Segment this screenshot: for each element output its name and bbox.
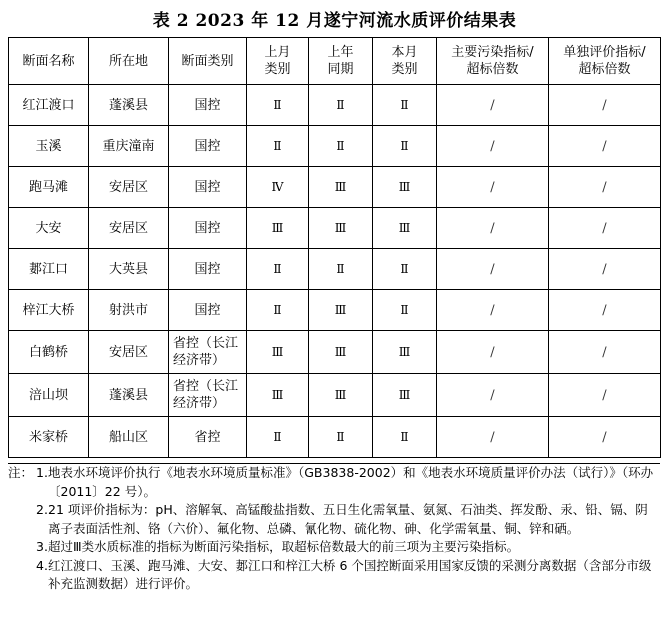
section-type-cell: 省控（长江 经济带）: [169, 331, 247, 374]
section-name-cell: 大安: [9, 208, 89, 249]
table-row: [9, 417, 661, 458]
note-text: 地表水环境评价执行《地表水环境质量标准》（GB3838-2002）和《地表水环境质量评价办法（试行）》（环办〔2011〕22 号）。: [48, 465, 654, 499]
last-year-class-cell: Ⅱ: [309, 417, 373, 458]
last-month-class-cell: Ⅱ: [247, 290, 309, 331]
note-number: 2.: [36, 502, 48, 517]
last-year-class-cell: Ⅲ: [309, 167, 373, 208]
location-cell: 安居区: [89, 331, 169, 374]
table-row: [9, 249, 661, 290]
water-quality-table: [8, 37, 661, 458]
main-pollutant-cell: /: [437, 331, 549, 374]
section-name-cell: 玉溪: [9, 126, 89, 167]
last-year-class-cell: Ⅱ: [309, 126, 373, 167]
section-type-cell: 国控: [169, 126, 247, 167]
note-text: 21 项评价指标为：pH、溶解氧、高锰酸盐指数、五日生化需氧量、氨氮、石油类、挥发酚、汞、铅、镉、阴离子表面活性剂、铬（六价）、氟化物、总磷、氰化物、硫化物、砷、化学需氧量、铜、锌和硒。: [48, 502, 648, 536]
location-cell: 射洪市: [89, 290, 169, 331]
single-index-cell: /: [549, 126, 661, 167]
last-month-class-cell: Ⅱ: [247, 417, 309, 458]
single-index-cell: /: [549, 374, 661, 417]
main-pollutant-cell: /: [437, 417, 549, 458]
this-month-class-cell: Ⅲ: [373, 374, 437, 417]
last-month-class-cell: Ⅲ: [247, 374, 309, 417]
note-number: 3.: [36, 539, 48, 554]
location-cell: 船山区: [89, 417, 169, 458]
single-index-cell: /: [549, 290, 661, 331]
this-month-class-cell: Ⅲ: [373, 167, 437, 208]
note-item: [8, 538, 660, 557]
section-type-cell: 国控: [169, 290, 247, 331]
this-month-class-cell: Ⅱ: [373, 249, 437, 290]
notes-section: [8, 463, 660, 594]
main-pollutant-cell: /: [437, 249, 549, 290]
section-name-cell: 郪江口: [9, 249, 89, 290]
notes-label: 注：: [8, 465, 34, 480]
this-month-class-cell: Ⅱ: [373, 85, 437, 126]
location-cell: 重庆潼南: [89, 126, 169, 167]
note-item: [8, 464, 660, 501]
section-type-cell: 省控（长江 经济带）: [169, 374, 247, 417]
section-type-cell: 国控: [169, 167, 247, 208]
header-cell: 上年 同期: [309, 38, 373, 85]
location-cell: 蓬溪县: [89, 374, 169, 417]
this-month-class-cell: Ⅱ: [373, 290, 437, 331]
section-name-cell: 梓江大桥: [9, 290, 89, 331]
last-month-class-cell: Ⅲ: [247, 331, 309, 374]
header-cell: 单独评价指标/ 超标倍数: [549, 38, 661, 85]
header-cell: 上月 类别: [247, 38, 309, 85]
note-text: 红江渡口、玉溪、跑马滩、大安、郪江口和梓江大桥 6 个国控断面采用国家反馈的采测分离数据（含部分市级补充监测数据）进行评价。: [48, 557, 652, 591]
header-row: [9, 38, 661, 85]
this-month-class-cell: Ⅱ: [373, 417, 437, 458]
table-row: [9, 126, 661, 167]
single-index-cell: /: [549, 249, 661, 290]
last-year-class-cell: Ⅲ: [309, 290, 373, 331]
location-cell: 安居区: [89, 208, 169, 249]
table-row: [9, 167, 661, 208]
section-type-cell: 国控: [169, 249, 247, 290]
note-number: 1.: [36, 465, 48, 480]
main-pollutant-cell: /: [437, 208, 549, 249]
table-row: [9, 290, 661, 331]
last-month-class-cell: Ⅱ: [247, 85, 309, 126]
header-cell: 断面名称: [9, 38, 89, 85]
location-cell: 大英县: [89, 249, 169, 290]
section-name-cell: 米家桥: [9, 417, 89, 458]
section-name-cell: 白鹤桥: [9, 331, 89, 374]
last-year-class-cell: Ⅲ: [309, 374, 373, 417]
table-row: [9, 374, 661, 417]
section-name-cell: 涪山坝: [9, 374, 89, 417]
table-row: [9, 208, 661, 249]
last-year-class-cell: Ⅲ: [309, 208, 373, 249]
main-pollutant-cell: /: [437, 85, 549, 126]
header-cell: 本月 类别: [373, 38, 437, 85]
note-item: [8, 557, 660, 594]
table-title: 表 2 2023 年 12 月遂宁河流水质评价结果表: [152, 11, 517, 31]
this-month-class-cell: Ⅲ: [373, 208, 437, 249]
table-row: [9, 85, 661, 126]
single-index-cell: /: [549, 331, 661, 374]
location-cell: 安居区: [89, 167, 169, 208]
section-type-cell: 国控: [169, 85, 247, 126]
this-month-class-cell: Ⅲ: [373, 331, 437, 374]
section-type-cell: 国控: [169, 208, 247, 249]
note-text: 超过Ⅲ类水质标准的指标为断面污染指标，取超标倍数最大的前三项为主要污染指标。: [48, 539, 520, 554]
last-month-class-cell: Ⅲ: [247, 208, 309, 249]
main-pollutant-cell: /: [437, 126, 549, 167]
header-cell: 主要污染指标/ 超标倍数: [437, 38, 549, 85]
location-cell: 蓬溪县: [89, 85, 169, 126]
last-year-class-cell: Ⅲ: [309, 331, 373, 374]
last-year-class-cell: Ⅱ: [309, 249, 373, 290]
last-year-class-cell: Ⅱ: [309, 85, 373, 126]
note-item: [8, 501, 660, 538]
single-index-cell: /: [549, 167, 661, 208]
section-name-cell: 红江渡口: [9, 85, 89, 126]
last-month-class-cell: Ⅱ: [247, 126, 309, 167]
section-type-cell: 省控: [169, 417, 247, 458]
single-index-cell: /: [549, 85, 661, 126]
main-pollutant-cell: /: [437, 167, 549, 208]
last-month-class-cell: Ⅳ: [247, 167, 309, 208]
main-pollutant-cell: /: [437, 374, 549, 417]
section-name-cell: 跑马滩: [9, 167, 89, 208]
this-month-class-cell: Ⅱ: [373, 126, 437, 167]
header-cell: 所在地: [89, 38, 169, 85]
single-index-cell: /: [549, 417, 661, 458]
note-number: 4.: [36, 557, 48, 573]
table-row: [9, 331, 661, 374]
single-index-cell: /: [549, 208, 661, 249]
main-pollutant-cell: /: [437, 290, 549, 331]
header-cell: 断面类别: [169, 38, 247, 85]
last-month-class-cell: Ⅱ: [247, 249, 309, 290]
